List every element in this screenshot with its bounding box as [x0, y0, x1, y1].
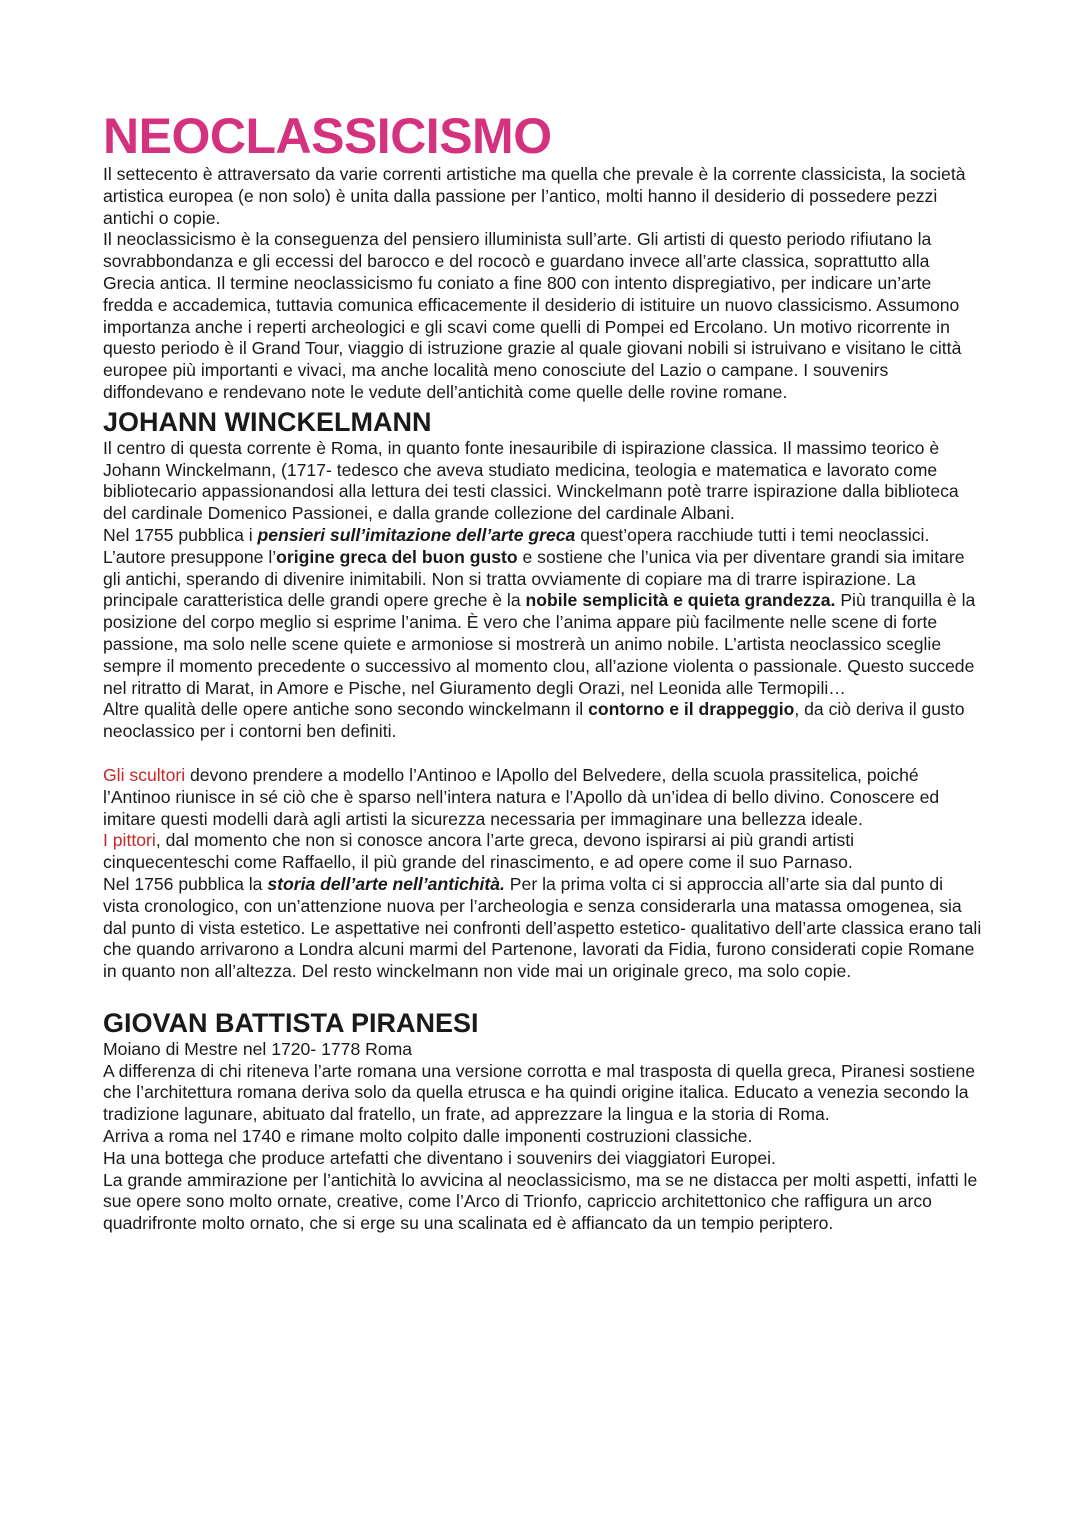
winckelmann-paragraph-4: Nel 1756 pubblica la storia dell’arte nell’antichità. Per la prima volta ci si approccia all’arte sia dal punto di vista cronologico, con un’attenzione nuova per l’archeologia e senza considerarla una matassa omogenea, sia dal punto di vista estetico. Le aspettative nei confronti dell’aspetto estetico- qualitativo dell’arte classica erano tali che quando arrivarono a Londra alcuni marmi del Partenone, lavorati da Fidia, furono considerati copie Romane in quanto non all’altezza. Del resto winckelmann non vide mai un originale greco, ma solo copie. [103, 873, 982, 982]
winckelmann-paragraph-2: Nel 1755 pubblica i pensieri sull’imitazione dell’arte greca quest’opera racchiude tutti i temi neoclassici. L’autore presuppone l’origine greca del buon gusto e sostiene che l’unica via per diventare grandi sia imitare gli antichi, sperando di divenire inimitabili. Non si tratta ovviamente di copiare ma di trarre ispirazione. La principale caratteristica delle grandi opere greche è la nobile semplicità e quieta grandezza. Più tranquilla è la posizione del corpo meglio si esprime l’anima. È vero che l’anima appare più facilmente nelle scene di forte passione, ma solo nelle scene quiete e armoniose si mostrerà un animo nobile. L’artista neoclassico sceglie sempre il momento precedente o successivo al momento clou, all’azione violenta o passionale. Questo succede nel ritratto di Marat, in Amore e Pische, nel Giuramento degli Orazi, nel Leonida alle Termopili… [103, 524, 976, 698]
intro-paragraph-1: Il settecento è attraversato da varie correnti artistiche ma quella che prevale è la corrente classicista, la società artistica europea (e non solo) è unita dalla passione per l’antico, molti hanno il desiderio di possedere pezzi antichi o copie. [103, 164, 966, 228]
section-heading-winckelmann: JOHANN WINCKELMANN [103, 406, 432, 437]
winckelmann-paragraph-3: Altre qualità delle opere antiche sono secondo winckelmann il contorno e il drappeggio, da ciò deriva il gusto neoclassico per i contorni ben definiti. [103, 699, 965, 742]
piranesi-paragraph-5: La grande ammirazione per l’antichità lo avvicina al neoclassicismo, ma se ne distacca per molti aspetti, infatti le sue opere sono molto ornate, creative, come l’Arco di Trionfo, capriccio architettonico che raffigura un arco quadrifronte molto ornato, che si erge su una scalinata ed è affiancato da un tempio periptero. [103, 1169, 978, 1234]
sculptors-paragraph: Gli scultori devono prendere a modello l’Antinoo e lApollo del Belvedere, della scuola prassitelica, poiché l’Antinoo riunisce in sé ciò che è sparso nell’intera natura e l’Apollo dà un’idea di bello divino. Conoscere ed imitare questi modelli darà agli artisti la sicurezza necessaria per immaginare una bellezza ideale. [103, 764, 940, 829]
book-title-pensieri: pensieri sull’imitazione dell’arte greca [257, 524, 576, 545]
bold-nobile-semplicita: nobile semplicità e quieta grandezza. [525, 590, 836, 611]
piranesi-paragraph-2: A differenza di chi riteneva l’arte romana una versione corrotta e mal trasposta di quella greca, Piranesi sostiene che l’architettura romana deriva solo da quella etrusca e ha quindi origine italica. Educato a venezia secondo la tradizione lagunare, abituato dal fratello, un frate, ad apprezzare la lingua e la storia di Roma. [103, 1060, 976, 1125]
book-title-storia: storia dell’arte nell’antichità. [267, 873, 505, 894]
section-heading-piranesi: GIOVAN BATTISTA PIRANESI [103, 1007, 479, 1038]
intro-paragraph-2: Il neoclassicismo è la conseguenza del pensiero illuminista sull’arte. Gli artisti di questo periodo rifiutano la sovrabbondanza e gli eccessi del barocco e del rococò e guardano invece all’arte classica, soprattutto alla Grecia antica. Il termine neoclassicismo fu coniato a fine 800 con intento dispregiativo, per indicare un’arte fredda e accademica, tuttavia comunica efficacemente il desiderio di istituire un nuovo classicismo. Assumono importanza anche i reperti archeologici e gli scavi come quelli di Pompei ed Ercolano. Un motivo ricorrente in questo periodo è il Grand Tour, viaggio di istruzione grazie al quale giovani nobili si istruivano e visitano le città europee più importanti e vivaci, ma anche località meno conosciute del Lazio o campane. I souvenirs diffondevano e rendevano note le vedute dell’antichità come quelle delle rovine romane. [103, 229, 962, 402]
paragraph-spacer [103, 743, 983, 765]
piranesi-paragraph-3: Arriva a roma nel 1740 e rimane molto colpito dalle imponenti costruzioni classiche. [103, 1126, 753, 1147]
painters-paragraph: I pittori, dal momento che non si conosce ancora l’arte greca, devono ispirarsi ai più grandi artisti cinquecenteschi come Raffaello, il più grande del rinascimento, e ad opere come il suo Parnaso. [103, 830, 855, 873]
winckelmann-paragraph-1: Il centro di questa corrente è Roma, in quanto fonte inesauribile di ispirazione classica. Il massimo teorico è Johann Winckelmann, (1717- tedesco che aveva studiato medicina, teologia e matematica e lavorato come bibliotecario appassionandosi alla lettura dei testi classici. Winckelmann potè trarre ispirazione dalla biblioteca del cardinale Domenico Passionei, e dalla grande collezione del cardinale Albani. [103, 437, 959, 524]
bold-origine-greca: origine greca del buon gusto [276, 546, 518, 567]
sculptors-label: Gli scultori [103, 764, 186, 785]
piranesi-paragraph-4: Ha una bottega che produce artefatti che diventano i souvenirs dei viaggiatori Europei. [103, 1147, 776, 1168]
bold-contorno-drappeggio: contorno e il drappeggio [588, 699, 795, 720]
painters-label: I pittori [103, 830, 156, 851]
piranesi-paragraph-1: Moiano di Mestre nel 1720- 1778 Roma [103, 1038, 413, 1059]
page-title: NEOCLASSICISMO [103, 108, 552, 164]
document-page [103, 108, 983, 1235]
